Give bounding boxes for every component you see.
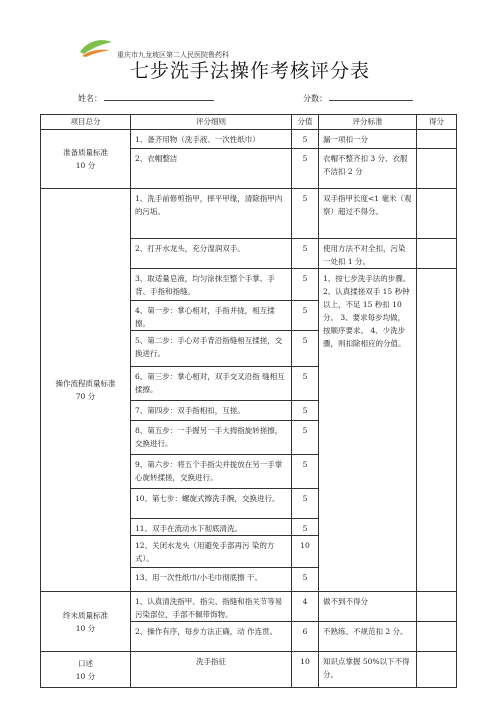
score-input-cell[interactable]: [417, 130, 457, 149]
table-row: [41, 189, 457, 239]
score-label: 分数：: [303, 94, 327, 103]
points-cell: 5: [292, 568, 319, 592]
points-cell: 5: [292, 189, 319, 239]
criterion-cell: 6、第三步：掌心相对，双手交叉沿指 缝相互揉擦。: [131, 367, 292, 401]
score-input-cell[interactable]: [417, 189, 457, 239]
points-cell: 5: [292, 269, 319, 301]
header-criteria: 评分细则: [131, 115, 292, 130]
table-header-row: [41, 115, 457, 130]
score-field[interactable]: [303, 93, 413, 104]
criterion-cell: 4、第一步：掌心相对，手指并拢，相互揉擦。: [131, 301, 292, 331]
criterion-cell: 2、打开水龙头，充分湿润双手。: [131, 239, 292, 269]
criterion-cell: 12、关闭水龙头（用避免手部再污 染的方式）。: [131, 536, 292, 568]
points-cell: 5: [292, 149, 319, 189]
criterion-cell: 2、操作有序，每步方法正确，动 作连贯。: [131, 622, 292, 652]
criterion-cell: 1、备齐用物（洗手液、一次性纸巾）: [131, 130, 292, 149]
points-cell: 10: [292, 652, 319, 688]
criterion-cell: 1、认真清洗指甲、指尖、指缝和指关节等易污染部位，手部不佩带饰物。: [131, 592, 292, 622]
header-points: 分值: [292, 115, 319, 130]
criterion-cell: 1、洗手前修剪指甲，摔平甲缘，清除指甲内的污垢。: [131, 189, 292, 239]
hospital-logo-icon: [78, 36, 114, 58]
criterion-cell: 洗手指征: [131, 652, 292, 688]
points-cell: 5: [292, 421, 319, 455]
table-row: [41, 592, 457, 622]
section-cell: 操作流程质量标准 70 分: [41, 189, 131, 592]
table-row: [41, 130, 457, 149]
points-cell: 5: [292, 331, 319, 367]
name-label: 姓名：: [78, 94, 102, 103]
standard-cell: 漏一项扣一分: [319, 130, 417, 149]
criterion-cell: 8、第五步：一手握另一手大拇指旋转搓擦，交换进行。: [131, 421, 292, 455]
score-input-cell[interactable]: [417, 269, 457, 592]
page-title: 七步洗手法操作考核评分表: [129, 60, 370, 82]
points-cell: 5: [292, 301, 319, 331]
points-cell: 5: [292, 367, 319, 401]
header-standard: 评分标准: [319, 115, 417, 130]
section-cell: 口述 10 分: [41, 652, 131, 688]
evaluation-table: [40, 114, 457, 688]
criterion-cell: 3、取适量皂液，均匀涂抹至整个手掌、手背、手指和指缝。: [131, 269, 292, 301]
score-input-cell[interactable]: [417, 652, 457, 688]
points-cell: 4: [292, 592, 319, 622]
name-field[interactable]: [78, 93, 214, 104]
standard-cell: 1、按七步洗手法的步骤。 2、认真揉搓双手 15 秒钟以上，不足 15 秒扣 10 分。 3、要求每步均做，按顺序要求。 4、少洗步骤，则扣除相应的分值。: [319, 269, 417, 592]
points-cell: 5: [292, 489, 319, 519]
standard-cell: 双手指甲长度<1 毫米（观察）超过不得分。: [319, 189, 417, 239]
standard-cell: 使用方法不对全扣，污染一处扣 1 分。: [319, 239, 417, 269]
header-score: 得分: [417, 115, 457, 130]
points-cell: 6: [292, 622, 319, 652]
section-cell: 终末质量标准 10 分: [41, 592, 131, 652]
score-underline: [329, 93, 413, 101]
points-cell: 5: [292, 239, 319, 269]
criterion-cell: 11、双手在流动水下彻底清洗。: [131, 519, 292, 536]
points-cell: 5: [292, 401, 319, 421]
standard-cell: 衣帽不整齐扣 3 分、衣服不洁扣 2 分: [319, 149, 417, 189]
standard-cell: 不熟练、不规范扣 2 分。: [319, 622, 417, 652]
points-cell: 5: [292, 130, 319, 149]
score-input-cell[interactable]: [417, 592, 457, 622]
criterion-cell: 13、用一次性纸巾/小毛巾彻底擦 干。: [131, 568, 292, 592]
criterion-cell: 10、第七步：螺旋式擦洗手腕，交换进行。: [131, 489, 292, 519]
score-input-cell[interactable]: [417, 149, 457, 189]
criterion-cell: 9、第六步：将五个手指尖并拢放在另一手掌心旋转揉搓，交换进行。: [131, 455, 292, 489]
points-cell: 5: [292, 519, 319, 536]
criterion-cell: 5、第二步：手心对手背沿指缝相互揉搓，交换进行。: [131, 331, 292, 367]
standard-cell: 做不到不得分: [319, 592, 417, 622]
hospital-name: 重庆市九龙坡区第二人民医院鲁药科: [117, 51, 229, 59]
standard-cell: 知识点掌握 50%以下不得分。: [319, 652, 417, 688]
score-input-cell[interactable]: [417, 622, 457, 652]
header-section: 项目总分: [41, 115, 131, 130]
points-cell: 5: [292, 455, 319, 489]
criterion-cell: 7、第四步：双手指相扣，互搓。: [131, 401, 292, 421]
section-cell: 准备质量标准 10 分: [41, 130, 131, 189]
name-underline: [104, 93, 214, 101]
score-input-cell[interactable]: [417, 239, 457, 269]
table-row: [41, 652, 457, 688]
points-cell: 10: [292, 536, 319, 568]
criterion-cell: 2、衣帽整洁: [131, 149, 292, 189]
